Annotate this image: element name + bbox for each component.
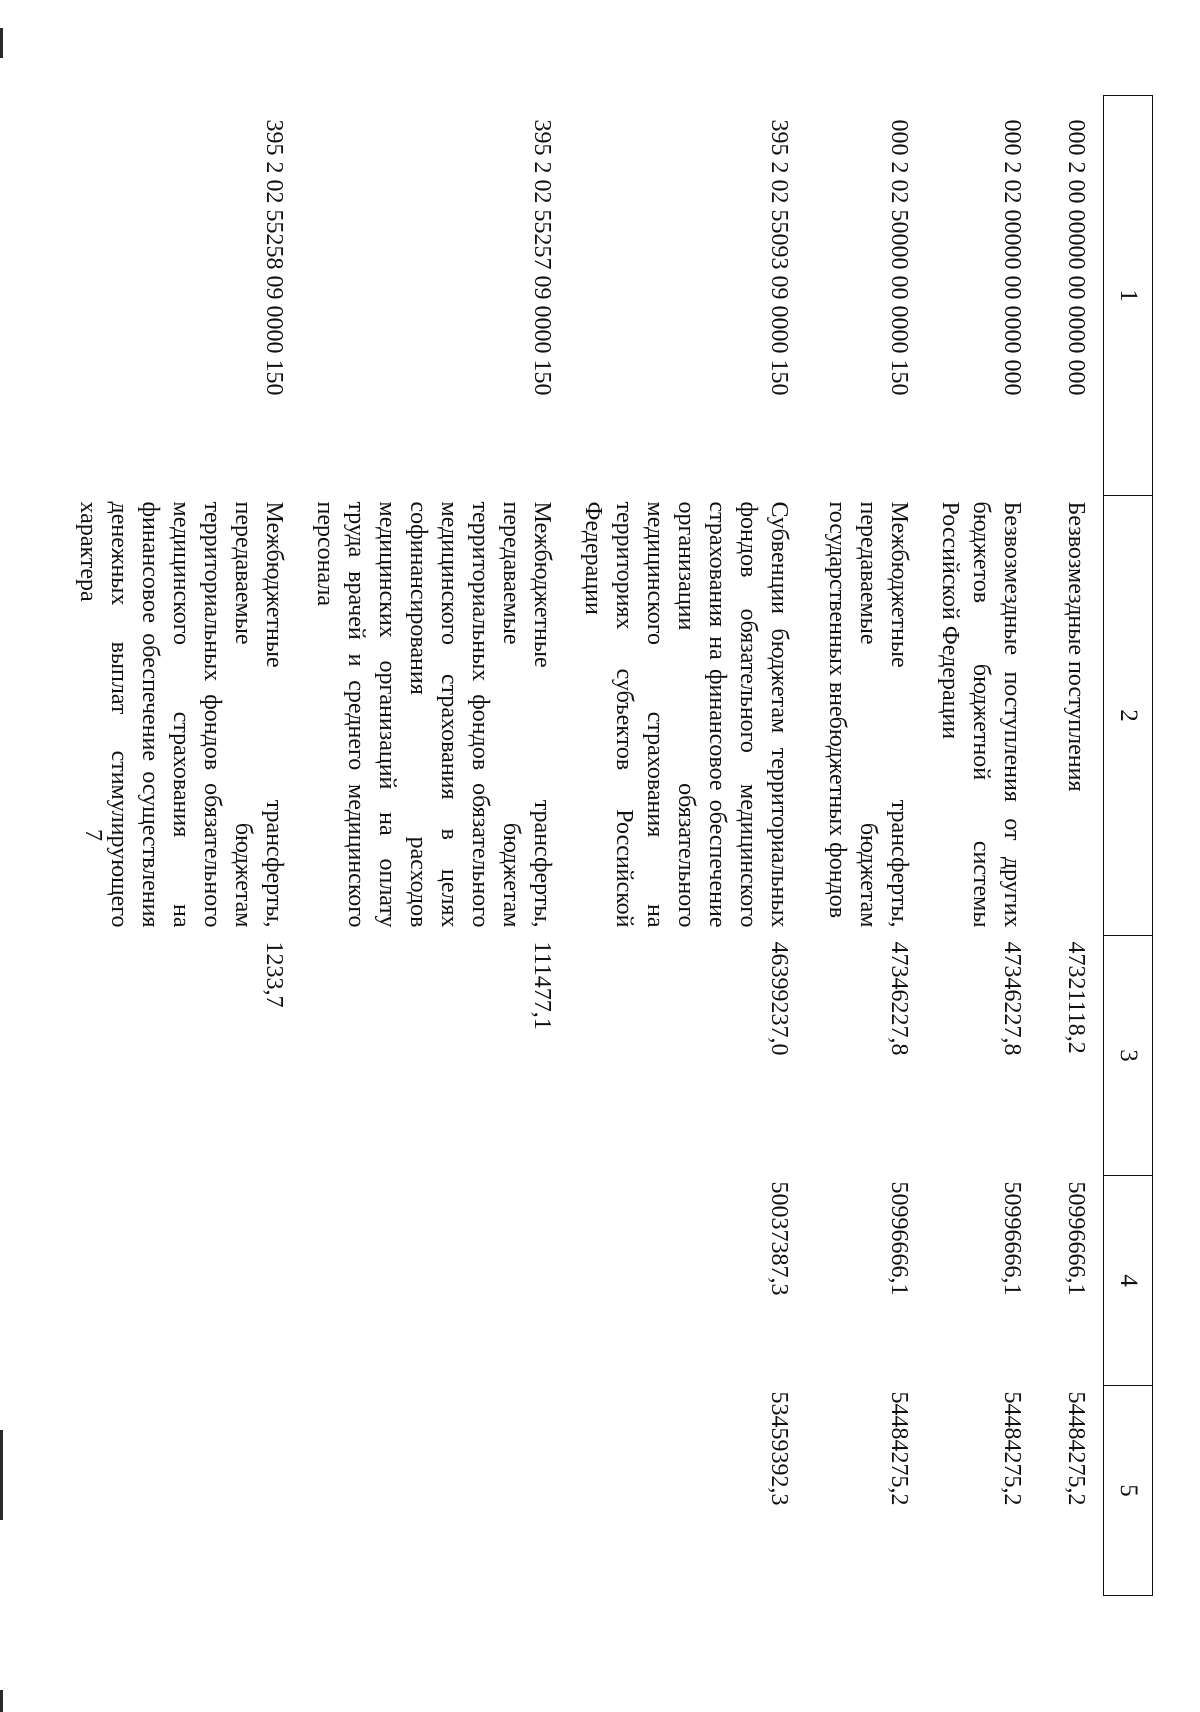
column-header-1: 1: [1104, 96, 1153, 496]
value-col3: 47346227,8: [999, 941, 1025, 1056]
scan-speck: [0, 28, 3, 58]
scan-speck: [0, 1430, 3, 1520]
budget-code: 395 2 02 55258 09 0000 150: [261, 119, 287, 396]
scan-edge: [0, 0, 16, 1712]
value-col3: 111477,1: [529, 941, 555, 1030]
item-name: Межбюджетные трансферты, передаваемые бюджетам территориальных фондов обязательного медицинского страхования на финансовое обеспечение осуществления денежных выплат стимулирующего характера: [75, 501, 287, 928]
column-header-3: 3: [1104, 936, 1153, 1176]
table-row: [301, 96, 569, 1596]
table-row: [569, 96, 806, 1596]
value-col4: [64, 1176, 301, 1386]
column-header-2: 2: [1104, 496, 1153, 936]
value-col3: 47321118,2: [1063, 941, 1089, 1054]
table-row: [926, 96, 1039, 1596]
table-row: [1039, 96, 1104, 1596]
value-col5: 54484275,2: [1063, 1391, 1089, 1506]
table-row: [806, 96, 926, 1596]
item-name: Безвозмездные поступления от других бюджетов бюджетной системы Российской Федерации: [937, 501, 1025, 928]
rotated-page-content: [75, 95, 1153, 1595]
value-col4: [301, 1176, 569, 1386]
item-name: Межбюджетные трансферты, передаваемые бюджетам территориальных фондов обязательного медицинского страхования в целях софинансирования расходов медицинских организаций на оплату труда врачей и среднего медицинского персонала: [312, 501, 555, 928]
item-name: Субвенции бюджетам территориальных фондов обязательного медицинского страхования на финансовое обеспечение организации обязательного медицинского страхования на территориях субъектов Российской Федерации: [580, 501, 792, 928]
value-col5: 53459392,3: [766, 1391, 792, 1506]
value-col4: 50996666,1: [1063, 1181, 1089, 1296]
scan-speck: [0, 1690, 3, 1712]
value-col3: 1233,7: [261, 941, 287, 1008]
table-row: [64, 96, 301, 1596]
item-name: Безвозмездные поступления: [1063, 501, 1089, 792]
value-col4: 50996666,1: [886, 1181, 912, 1296]
value-col5: [64, 1386, 301, 1596]
value-col5: 54484275,2: [886, 1391, 912, 1506]
item-name: Межбюджетные трансферты, передаваемые бюджетам государственных внебюджетных фондов: [824, 501, 912, 928]
value-col4: 50996666,1: [999, 1181, 1025, 1296]
table-header-row: [1104, 96, 1153, 1596]
value-col3: 46399237,0: [766, 941, 792, 1056]
value-col5: 54484275,2: [999, 1391, 1025, 1506]
budget-revenue-table: [64, 95, 1153, 1596]
budget-code: 395 2 02 55257 09 0000 150: [529, 119, 555, 396]
value-col5: [301, 1386, 569, 1596]
value-col4: 50037387,3: [766, 1181, 792, 1296]
budget-code: 000 2 02 00000 00 0000 000: [999, 119, 1025, 396]
budget-code: 000 2 00 00000 00 0000 000: [1063, 119, 1089, 396]
budget-code: 395 2 02 55093 09 0000 150: [766, 119, 792, 396]
column-header-5: 5: [1104, 1386, 1153, 1596]
page-number: 7: [80, 829, 106, 841]
value-col3: 47346227,8: [886, 941, 912, 1056]
column-header-4: 4: [1104, 1176, 1153, 1386]
budget-code: 000 2 02 50000 00 0000 150: [886, 119, 912, 396]
